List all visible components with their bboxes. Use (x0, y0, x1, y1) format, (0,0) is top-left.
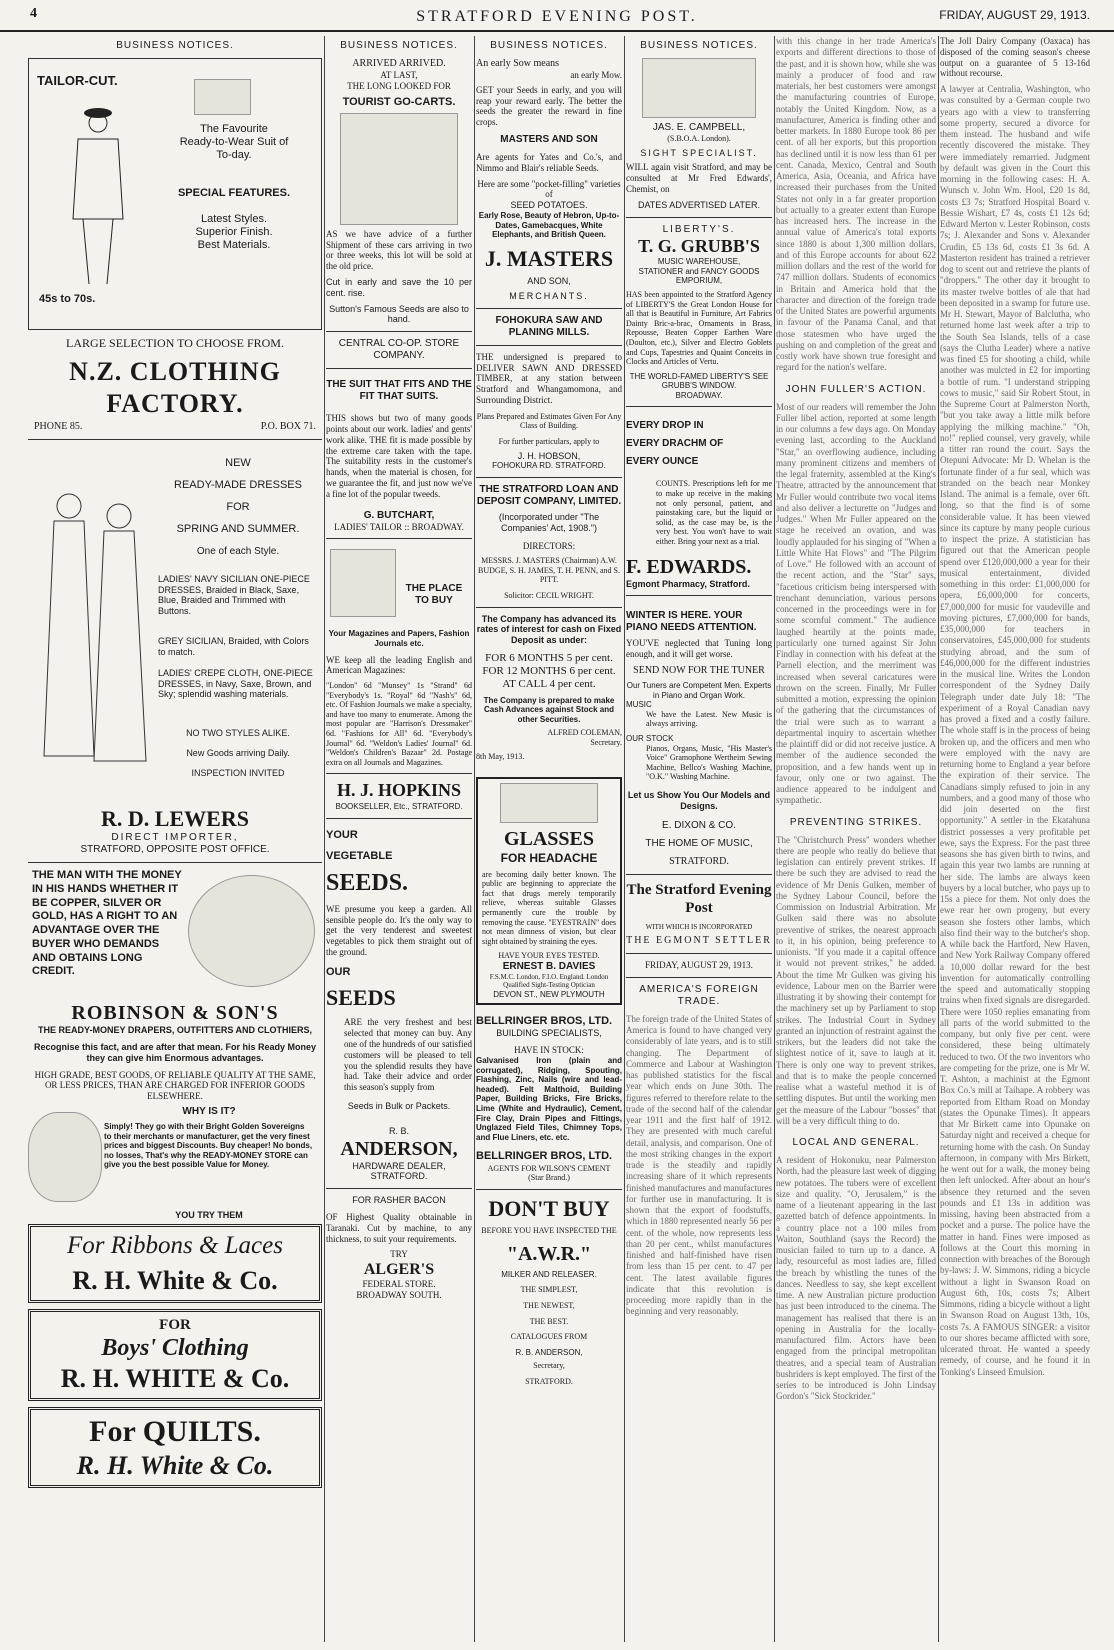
simplest: THE SIMPLEST, (520, 1285, 578, 1295)
arrived-text: ARRIVED ARRIVED. (352, 58, 446, 69)
our-stock-label: OUR STOCK (626, 734, 674, 743)
rasher-bacon: FOR RASHER BACON (352, 1195, 446, 1206)
edwards-name: F. EDWARDS. (626, 555, 752, 578)
building-specialists: BUILDING SPECIALISTS, (496, 1028, 602, 1039)
one-each-style: One of each Style. (196, 545, 280, 557)
why-is-it: WHY IS IT? (182, 1105, 236, 1117)
issue-date: FRIDAY, AUGUST 29, 1913. (939, 8, 1090, 22)
devon-street: DEVON ST., NEW PLYMOUTH (493, 989, 605, 999)
loan-company-title: THE STRATFORD LOAN AND DEPOSIT COMPANY, LIMITED. (476, 483, 622, 507)
divider (28, 439, 322, 440)
dress-figures-icon (34, 476, 154, 766)
article-text: Most of our readers will remember the John Fuller libel action, reported at some length in our columns a few days ago. On Monday evening last, according to the Auckland "Star," an overflowing audience, including many prominent citizens and members of the legal fraternity, assembled at the King's Theatre, attracted by the announcement that Mr Fuller would contribute two vocal items and also deliver a lecturette on "Judges and Judges." When Mr Fuller appeared on the stage he received an ovation, and was loudly applauded for his singing of "When a Little White Hat Flows" and "The Pilgrim of Love." He followed with an account of the recent action, and the "Star" says, "facetious criticism being interspersed with trenchant denunciation, various persons concerned in the proceedings were in for some scornful comment." The audience laughed heartily at the points made, particularly one turned against Sir John Findlay in connection with his defeat at the Parnell election, and the merriment was increased when several caricatures were thrown on the screen. Finally, Mr Fuller submitted a motion, expressing the opinion of the gathering that the circumstances of the trial were such as to warrant a departmental inquiry to ascertain whether the plaintiff did or did not receive justice. A member of the audience seconded the proposition, and a few hands went up in favour, only one or two against. The audience appeared to be indulgent and sympathetic. (776, 401, 936, 806)
freshest-text: ARE the very freshest and best selected that money can buy. Any one of the hundreds of our satisfied customers will be pleased to tell you the splendid results they have had. Take their advice and order this season's supply from (344, 1017, 472, 1093)
boys-clothing-title: Boys' Clothing (101, 1335, 249, 1362)
incorporated-under: (Incorporated under "The Companies' Act, 1908.") (498, 511, 600, 533)
plans-prepared: Plans Prepared and Estimates Given For Any Class of Building. (476, 411, 622, 431)
ready-money-drapers: THE READY-MONEY DRAPERS, OUTFITTERS AND CLOTHIERS, (37, 1025, 313, 1036)
divider (476, 1189, 622, 1190)
lewers-dresses-ad (28, 446, 322, 806)
you-try-them: YOU TRY THEM (175, 1209, 243, 1220)
no-two-styles: NO TWO STYLES ALIKE. (186, 727, 290, 738)
sovereigns-illustration (28, 1112, 102, 1202)
federal-store: FEDERAL STORE. (362, 1279, 436, 1290)
preventing-strikes-heading: PREVENTING STRIKES. (789, 816, 923, 828)
divider (28, 862, 322, 863)
grubb-name: T. G. GRUBB'S (638, 235, 760, 256)
divider (326, 1188, 472, 1189)
central-coop: CENTRAL CO-OP. STORE COMPANY. (338, 338, 460, 362)
davies-qualifications: F.S.M.C. London, F.I.O. England. London Qualified Sight-Testing Optician (489, 972, 609, 990)
sboa: (S.B.O.A. London). (667, 134, 731, 143)
divider (626, 977, 772, 978)
presume-text: WE presume you keep a garden. All sensible people do. It's the only way to get the very tenderest and sweetest vegetables to pick them straight out of the ground. (326, 903, 472, 957)
let-us-show: Let us Show You Our Models and Designs. (627, 789, 771, 811)
directors-list: MESSRS. J. MASTERS (Chairman) A.W. BUDGE, S. H. JAMES, T. H. PENN, and S. PITT. (478, 556, 620, 585)
section-title: BUSINESS NOTICES. (640, 40, 758, 51)
high-grade-text: HIGH GRADE, BEST GOODS, OF RELIABLE QUALITY AT THE SAME, OR LESS PRICES, THAN ARE CHARGED FOR INFERIOR GOODS ELSEWHERE. (34, 1069, 316, 1102)
column-3 (476, 36, 622, 1642)
john-fuller-heading: JOHN FULLER'S ACTION. (785, 383, 927, 395)
inspection-invited: INSPECTION INVITED (191, 767, 285, 778)
divider (326, 538, 472, 539)
for-label: FOR (159, 1317, 191, 1334)
further-particulars: For further particulars, apply to (498, 436, 600, 446)
americas-trade-heading: AMERICA'S FOREIGN TRADE. (639, 983, 759, 1007)
hobson-name: J. H. HOBSON, (517, 450, 581, 461)
quilts-title: For QUILTS. (89, 1415, 261, 1449)
neglected-text: YOU'VE neglected that Tuning long enough, and it will get worse. (626, 638, 772, 660)
divider (476, 308, 622, 309)
column-5 (776, 36, 936, 1642)
man-in-suit-illustration (53, 99, 143, 289)
article-text: A resident of Hokonuku, near Palmerston North, had the pleasure last week of digging new potatoes. The tubers were of excellent size and quality. "O, Jerusalem," is the name of a lieutenant appearing in the last gazetted batch of defence appointments. In a country place not a 100 miles from Waiton, Southland (says the Record) the musician failed to turn up to a dance. A lady, resourceful as most ladies are, filled the breach by whistling the tunes of the dances. Needless to say, she kept excellent time. A new Australian picture production has just been introduced to the cinema. The management has realised that there is an opening in Australia for the locally-manufactured film. Actors have been engaged from the principal metropolitan theatres, and a special team of Australian bushriders is kept employed. The first of the series to be introduced is John Lindsay Gordon's "Sick Stockrider." (776, 1155, 936, 1402)
robinson-name: ROBINSON & SON'S (71, 1002, 279, 1025)
robinson-ad-top (28, 869, 322, 1001)
latest-music: We have the Latest. New Music is always arriving. (646, 709, 772, 729)
fohokura-body: THE undersigned is prepared to DELIVER SAWN AND DRESSED TIMBER, at any station between Stratford and Whangamomona, and Surrounding District. (476, 351, 622, 405)
glasses-title: GLASSES (503, 828, 595, 851)
vegetable-label: VEGETABLE (326, 849, 393, 862)
divider (476, 477, 622, 478)
hopkins-bookseller: BOOKSELLER, Etc., STRATFORD. (335, 802, 463, 812)
liberty-title: LIBERTY'S. (662, 223, 736, 235)
bellringer-title: BELLRINGER BROS, LTD. (476, 1015, 613, 1028)
rate-at-call: AT CALL 4 per cent. (502, 678, 596, 691)
dress-item-2: GREY SICILIAN, Braided, with Colors to match. (158, 635, 309, 657)
dixon-name: E. DIXON & CO. (662, 819, 736, 831)
article-text: The foreign trade of the United States of America is found to have changed very considerably of late years, and is to still changing. The Department of Commerce and Labour at Washington has published statistics for the fiscal year which ends on June 30th. The figures referred to therefore relate to the trade of the second half of the calendar year 1911 and the first half of 1912. They are presented with much careful detail, analysis, and comparison. One of the most striking changes in the export trade is the steadily and rapidly increasing share of it which represents finished manufactures and manufactures for further use in manufacturing. It is shown that the export of foodstuffs, which in 1880 represented nearly 56 per cent. of the whole, now represents less than 20 per cent., whilst manufactures finished and half-finished have risen from less than 15 per cent. to 47 per cent. The latest available figures indicate that this revolution is proceeding more rapidly than in the beginning and very reasonably. (626, 1013, 772, 1317)
cash-advances: The Company is prepared to make Cash Advances against Stock and other Securities. (483, 695, 615, 724)
counts-text: COUNTS. Prescriptions left for me to make up receive in the making not only personal, patient, and painstaking care, but the liquid or solid, as the case may be, is the very best. You won't have to wait either. Bring your next as a trial. (656, 479, 772, 547)
dates-advertised: DATES ADVERTISED LATER. (637, 199, 761, 210)
magazines-list: "London" 6d "Munsey" 1s "Strand" 6d "Everybody's 1s. "Royal" 6d "Nash's" 6d, etc. Of Fashion Journals we make a specialty, and have too many to enumerate. Among the most popular are "Harrison's Dressmaker" 6d. "Fashions for All" 6d. "Everybody's Journal" 6d. "Weldon's Ladies' Journal" 6d. "Weldon's Children's Bazaar" 2d. Postage extra on all Journals and Magazines. (326, 681, 472, 767)
seeds-heading-2: SEEDS (326, 984, 396, 1010)
star-brand: (Star Brand.) (528, 1173, 570, 1183)
grubb-broadway: BROADWAY. (675, 390, 723, 400)
pocket-filling: Here are some "pocket-filling" varieties of (477, 178, 621, 200)
man-in-suit-icon (53, 99, 143, 289)
contact-row (28, 421, 322, 433)
highest-quality: OF Highest Quality obtainable in Taranaki. Cut by machine, to any thickness, to suit your requirements. (326, 1211, 472, 1244)
rate-twelve-months: FOR 12 MONTHS 6 per cent. (482, 665, 616, 678)
features-list: Latest Styles. Superior Finish. Best Materials. (195, 213, 273, 252)
money-heading: THE MAN WITH THE MONEY IN HIS HANDS WHETHER IT BE COPPER, SILVER OR GOLD, HAS A RIGHT TO AN ADVANTAGE OVER THE BUYER WHO DEMANDS AND OBTAINS LONG CREDIT. (32, 869, 182, 978)
awr-stratford: STRATFORD. (525, 1376, 573, 1386)
column-1 (28, 36, 322, 1642)
rh-white-ribbons-ad (28, 1224, 322, 1303)
paper-nameplate: The Stratford Evening Post (626, 881, 772, 916)
divider (326, 773, 472, 774)
best: THE BEST. (529, 1316, 569, 1326)
column-rule (938, 36, 939, 1642)
will-visit: WILL again visit Stratford, and may be consulted at Mr Fred Edwards', Chemist, on (626, 162, 772, 194)
divider (326, 331, 472, 332)
awr-title: "A.W.R." (506, 1242, 592, 1265)
ladies-dresses-illustration (34, 476, 154, 766)
egmont-pharmacy: Egmont Pharmacy, Stratford. (626, 578, 750, 589)
hands-with-coins-illustration (188, 875, 315, 987)
suttons-seeds: Sutton's Famous Seeds are also to hand. (329, 303, 469, 325)
recognise-text: Recognise this fact, and are after that mean. For his Ready Money they can give him Enormous advantages. (33, 1041, 317, 1063)
anderson-secretary: Secretary, (533, 1361, 565, 1371)
po-box: P.O. BOX 71. (260, 420, 316, 432)
anderson-stratford: STRATFORD. (370, 1171, 428, 1182)
milker-releaser: MILKER AND RELEASER. (501, 1269, 597, 1279)
tailor-cut-title: TAILOR-CUT. (37, 73, 118, 88)
eye-specialist-illustration (642, 58, 756, 118)
rb-initials: R. B. (388, 1125, 409, 1136)
your-label: YOUR (326, 828, 358, 841)
suit-body: THIS shows but two of many goods points about our work. ladies' and gents' work alike. THE fit is made possible by the extreme care taken with the tape. The suitability rests in the customer's hands, when the material is chosen, for we guarantee the fit, and just now we've a fine lot of the popular tweeds. (326, 413, 472, 499)
stock-items: Pianos, Organs, Music, "His Master's Voice" Gramophone Wertheim Sewing Machine, Bellco's Washing Machine, "O.K." Washing Machine. (646, 743, 772, 782)
stationer-emporium: STATIONER and FANCY GOODS EMPORIUM, (638, 266, 760, 286)
robinson-ad-bottom (28, 1106, 322, 1224)
and-son: AND SON, (527, 276, 571, 287)
magazines-illustration (330, 549, 396, 617)
keep-all: WE keep all the leading English and American Magazines: (326, 654, 472, 676)
joll-dairy-para: The Joll Dairy Company (Oaxaca) has disposed of the coming season's cheese output on a guarantee of 5 13-16d without recourse. (940, 36, 1090, 79)
potato-varieties: Early Rose, Beauty of Hebron, Up-to-Dates, Gamebacques, White Elephants, and British Queen. (478, 210, 620, 240)
ribbons-laces-title: For Ribbons & Laces (67, 1231, 283, 1259)
rb-anderson: R. B. ANDERSON, (515, 1347, 583, 1357)
column-2 (326, 36, 472, 1642)
divider (626, 595, 772, 596)
divider (626, 406, 772, 407)
shipment-text: AS we have advice of a further Shipment of these cars arriving in two or three weeks, this lot will be sold at the old price. (326, 228, 472, 272)
seeds-heading: SEEDS. (326, 870, 409, 897)
go-cart-illustration (340, 113, 458, 225)
favourite-text: The Favourite Ready-to-Wear Suit of To-day. (179, 123, 289, 162)
j-masters-name: J. MASTERS (484, 245, 614, 271)
coleman-secretary: Secretary. (590, 737, 622, 747)
solicitor: Solicitor: CECIL WRIGHT. (504, 591, 594, 601)
rh-white-boys-ad (28, 1309, 322, 1401)
divider (626, 874, 772, 875)
section-title: BUSINESS NOTICES. (490, 40, 608, 51)
butchart-name: G. BUTCHART, (363, 509, 435, 521)
cut-in-early: Cut in early and save the 10 per cent. rise. (326, 276, 472, 298)
suit-that-fits: THE SUIT THAT FITS AND THE FIT THAT SUITS. (326, 379, 472, 403)
every-drop: EVERY DROP IN EVERY DRACHM OF EVERY OUNCE (626, 420, 724, 468)
glasses-ad (476, 777, 622, 1005)
agents-text: Are agents for Yates and Co.'s, and Nimmo and Blair's reliable Seeds. (476, 151, 622, 173)
rh-white-name-3: R. H. White & Co. (76, 1451, 274, 1481)
early-mow: an early Mow. (570, 70, 622, 80)
rh-white-quilts-ad (28, 1407, 322, 1488)
at-last: AT LAST, (380, 70, 418, 80)
newest: THE NEWEST, (523, 1300, 575, 1310)
seeds-in-bulk: Seeds in Bulk or Packets. (347, 1100, 451, 1111)
campbell-name: JAS. E. CAMPBELL, (652, 122, 746, 133)
winter-heading: WINTER IS HERE. YOUR PIANO NEEDS ATTENTION. (626, 610, 757, 634)
egmont-settler: THE EGMONT SETTLER (626, 934, 772, 946)
masters-and-son: MASTERS AND SON (500, 133, 598, 145)
alger-name: ALGER'S (363, 1261, 435, 1279)
seed-potatoes: SEED POTATOES. (510, 200, 588, 211)
music-label: MUSIC (626, 700, 652, 710)
merchants: MERCHANTS. (509, 290, 589, 301)
for-headache: FOR HEADACHE (500, 851, 598, 866)
phone-number: PHONE 85. (34, 420, 83, 432)
hardware-dealer: HARDWARE DEALER, (352, 1160, 446, 1171)
divider (476, 345, 622, 346)
direct-importer: DIRECT IMPORTER, (111, 832, 239, 844)
place-to-buy-ad (326, 545, 472, 629)
masthead (0, 0, 1114, 32)
tuners-text: Our Tuners are Competent Men. Experts in Piano and Organ Work. (626, 681, 772, 700)
column-rule (624, 36, 625, 1642)
have-in-stock: HAVE IN STOCK: (514, 1045, 584, 1056)
dont-buy: DON'T BUY (488, 1195, 610, 1221)
section-title: BUSINESS NOTICES. (340, 40, 458, 51)
try-label: TRY (390, 1249, 408, 1260)
column-4 (626, 36, 772, 1642)
coleman-name: ALFRED COLEMAN, (547, 728, 622, 738)
leader-date: FRIDAY, AUGUST 29, 1913. (645, 959, 753, 970)
magazines-fashion: Your Magazines and Papers, Fashion Journals etc. (328, 629, 470, 648)
early-sow: An early Sow means (476, 58, 560, 69)
divider (626, 953, 772, 954)
divider (326, 368, 472, 369)
lewers-name: R. D. LEWERS (101, 805, 249, 831)
advanced-rates: The Company has advanced its rates of interest for cash on Fixed Deposit as under: (476, 613, 622, 646)
glasses-body: are becoming daily better known. The public are beginning to appreciate the fact that drugs merely temporarily relieve, whereas suitable Glasses permanently cure the trouble by removing the cause. "EYESTRAIN" does not mean dimness of vision, but clear sight obtained by straining the eyes. (482, 869, 616, 946)
dresses-heading: NEW READY-MADE DRESSES FOR SPRING AND SUMMER. (174, 456, 302, 535)
send-for-tuner: SEND NOW FOR THE TUNER (633, 665, 765, 677)
dress-item-1: LADIES' NAVY SICILIAN ONE-PIECE DRESSES, Braided in Black, Saxe, Blue, Braided and Trimmed with Buttons. (158, 573, 310, 617)
column-6 (940, 36, 1090, 1642)
catalogues-from: CATALOGUES FROM (510, 1332, 588, 1342)
home-of-music: THE HOME OF MUSIC, (645, 837, 753, 849)
page-number: 4 (30, 6, 37, 21)
bellringer-title-2: BELLRINGER BROS, LTD. (476, 1150, 613, 1163)
rate-six-months: FOR 6 MONTHS 5 per cent. (485, 652, 613, 665)
date-may: 8th May, 1913. (476, 751, 525, 761)
with-which-incorporated: WITH WHICH IS INCORPORATED (645, 922, 753, 931)
fohokura-mills: FOHOKURA SAW AND PLANING MILLS. (495, 314, 603, 338)
simply-text: Simply! They go with their Bright Golden Sovereigns to their merchants or manufacturer, get the very finest prices and biggest Discounts. Buy cheaper! No bonds, no losses, That's why the READY-MONEY STORE can give you the best possible Value for Money. (104, 1121, 313, 1170)
music-warehouse: MUSIC WAREHOUSE, (657, 257, 741, 267)
column-rule (474, 36, 475, 1642)
fohokura-road: FOHOKURA RD. STRATFORD. (492, 461, 606, 471)
large-selection-text: LARGE SELECTION TO CHOOSE FROM. (66, 336, 284, 350)
column-rule (774, 36, 775, 1642)
directors-label: DIRECTORS: (522, 541, 576, 552)
tourist-go-carts: TOURIST GO-CARTS. (342, 95, 456, 108)
eyes-tested: HAVE YOUR EYES TESTED. (498, 951, 600, 961)
dixon-stratford: STRATFORD. (669, 855, 729, 867)
before-inspected: BEFORE YOU HAVE INSPECTED THE (481, 1226, 617, 1236)
broadway-south: BROADWAY SOUTH. (356, 1290, 442, 1301)
place-to-buy: THE PLACE TO BUY (405, 583, 463, 607)
spectacles-illustration (500, 783, 598, 823)
article-text: A lawyer at Centralia, Washington, who was consulted by a German couple two years ago with a view to transferring some property, secured a divorce for them instead. The husband and wife recently discovered the mistake. They were immediately remarried. Judgment by default was given in the Court this morning in the following cases: H. A. Wunsch v. John Wm. Hool, £20 1s 8d, costs £3 7s; Stratford Hospital Board v. Bessie Wishart, £7 4s, costs £1 12s 6d; Edward Merton v. Lester Robinson, costs 7s; J. Alexander and Sons v. Alexander Crudin, £5 13s 6d, costs £1 3s 6d. A Masterton resident has trained a retriever dog to scent out and retrieve the plants of "droppers." The other day it brought to its master twelve bottles of ale that had been deposited in a swamp for future use. Mr H. Stewart, Mayor of Balclutha, who returned home last week after a trip to the South Sea Islands, tells of a case (says the Clutha Leader) where a native was fined £5 for shooting a child, while another was mulcted in £2 for importing a bottle of rum. "I understand stripping cows to music," said Sir Robert Stout, in the Supreme Court at Palmerston North, "but you take away a little milk before applying the milking machine." "Oh, no!" replied counsel, very gravely, while a titter ran round the court. Says the Otepuni Advocate: Mr D. Whelan is the fortunate finder of a fur seal, which was stranded on the beach near Monkey Island. The animal is a female, over 6ft. long, so that the find is of some considerable value. It has been viewed since its capture by many people curious to inspect the prize. A statistician has figured out that the American people spend over £120,000,000 a year for their musical entertainment, divided something in this order: £1,000,000 for opera, £6,000,000 for concerts, £7,000,000 for music for vaudeville and moving pictures, £7,000,000 for bands, £35,000,000 for teachers in conservatoires, £45,000,000 for students studying abroad, and the sum of £46,000,000 for the different industries in the musical line. Writes the London correspondent of the Sydney Daily Telegraph under date July 18: "The experiment of a Royal Canadian navy has proved a fixed and a costly failure. The whole staff is in the process of being broken up, and the officers and men who were employed with the navy are returning home to England a year before the expiration of their service. The Canadians simply refused to join in any numbers, and a good many of those who did join deserted on the first opportunity." A settler in the Ekatahuna district possesses a very profitable pet ewe, says the Express. For the past three seasons she has given birth to twins, and again this year two lambs are running at her side. The lambs are always keen buyers by a local butcher, who pays up to 15s a piece for them. Not only does the ewe rear her own progeny, but every season she fosters other lambs, which also find their way to the butcher's shop. A while back the Hartford, New Haven, and New York Railway Company offered a 10,000 dollar reward for the best invention for automatically controlling the speed and automatically stopping trains when fixed signals are disregarded. There were 1050 replies emanating from all parts of the world submitted to the company, but only five per cent. were considered, these being ultimately reduced to two. Of the two inventors who are competing for the prize, one is Mr W. T. Ashton, a machinist at the Egmont Box Co.'s mill at Taihape. A robbery was reported from Eltham Road on Monday (states the Opunake Times). It appears that Mr Birkett came into Opunake on Saturday night and received a cheque for returning home with the cash. On Sunday afternoon, in company with Mrs Birkett, he went out for a walk, the money being then left unlocked. After about an hour's absence they returned and the seven pounds and £1 13s in addition was missing, having been abstracted from a pocket and a purse. The police have the matter in hand. Fines were imposed as follows at the Court this morning in connection with breaches of the Borough by-laws: J. W. Simmons, riding a bicycle without a light in Swanson Road on August 6th, 10s, costs 7s; Albert Simmons, riding a bicycle without a light in Swanson Road on August 13th, 10s, costs 7s. A FAMOUS SINGER: a visitor to our shores became afflicted with sore, ulcerated throat. He wanted a speedy remedy, of course, and he found it in Tonking's Linseed Emulsion. (940, 84, 1090, 1377)
rh-white-name-2: R. H. WHITE & Co. (60, 1363, 290, 1393)
divider (326, 818, 472, 819)
world-famed: THE WORLD-FAMED LIBERTY'S SEE GRUBB'S WINDOW. (629, 371, 769, 391)
column-rule (324, 36, 325, 1642)
section-title: BUSINESS NOTICES. (116, 40, 234, 51)
our-label: OUR (326, 965, 351, 978)
newspaper-title: STRATFORD EVENING POST. (416, 8, 698, 25)
agents-cement: AGENTS FOR WILSON'S CEMENT (487, 1163, 611, 1173)
divider (626, 217, 772, 218)
special-features-title: SPECIAL FEATURES. (177, 187, 291, 199)
local-general-heading: LOCAL AND GENERAL. (792, 1137, 920, 1148)
article-text: with this change in her trade America's exports and different directions to those of the past, and it is shown how, while she was mainly a producer of food and raw materials, her best customers were amongst the manufacturing countries of Europe, notably the United Kingdom. Now, as a manufacturer, America is finding other and better markets. In 1880 Europe took 86 per cent. of all her exports, but this proportion has declined until it is now less than 61 per cent. Canada, Mexico, Central and South America, Asia, Oceania, and Africa have increased their purchases from the United States not only in a far greater proportion but actually to a greater extent than Europe has increased hers. The increase in the annual value of America's total exports since 1880 is about 1,300 million dollars, and of this Europe accounts for about 622 million dollars and the rest of the world for 747 million dollars. Students of economics in Britain and America hold that the character and direction of the foreign trade of the United States are powerful arguments in favour of the Panama Canal, and that those statesmen who have urged the pushing on and completion of the great and costly work have shown true foresight and regard for the nation's welfare. (776, 36, 936, 373)
get-seeds: GET your Seeds in early, and you will reap your reward early. The better the seeds the greater the reward in fine crops. (476, 84, 622, 128)
anderson-name: ANDERSON, (340, 1137, 458, 1160)
hopkins-name: H. J. HOPKINS (336, 780, 461, 801)
price-range: 45s to 70s. (39, 293, 96, 305)
dress-item-3: LADIES' CREPE CLOTH, ONE-PIECE DRESSES, in Navy, Saxe, Brown, and Sky; splendid washing materials. (158, 667, 313, 700)
ladies-tailor: LADIES' TAILOR :: BROADWAY. (334, 521, 464, 532)
divider (476, 607, 622, 608)
nz-clothing-factory-name: N.Z. CLOTHING FACTORY. (69, 357, 281, 418)
stock-list: Galvanised Iron (plain and corrugated), Ridging, Spouting, Flashing, Zinc, Nails (wire and lead-headed). Felt Malthoid, Building Paper, Building Bricks, Fire Bricks, Lime (White and Hydraulic), Cement, Fire Clay, Drain Pipes and Fittings, Unglazed Field Tiles, Chimney Tops, and Flue Liners, etc. etc. (476, 1056, 622, 1142)
sight-specialist: SIGHT SPECIALIST. (640, 147, 758, 158)
new-goods-arriving: New Goods arriving Daily. (186, 747, 290, 758)
rh-white-name-1: R. H. White & Co. (72, 1265, 278, 1295)
liberty-body: HAS been appointed to the Stratford Agency of LIBERTY'S the Great London House for all that is Beautiful in Furniture, Art Fabrics Dainty Bric-a-brac, Ornaments in Brass, Repousse, Beaten Copper Earthen Ware (Doulton, etc.), Silver and Electro Goblets and Cups, Tapestries and Quaint Conceits in Clocks and Articles of Vertu. (626, 289, 772, 367)
article-text: The "Christchurch Press" wonders whether there are people who really do believe that legislation can entirely prevent strikes. If there be such they are advised to read the evidence of Mr Denis Gulken, member of the Sydney Labour Council, before the Commission on Industrial Arbitration. Mr Gulken said there was no absolute preventive of strikes, the nearest approach to it, in his opinion, being preference to unionists. "If you made it a capital offence it would not prevent strikes," he added. About the time Mr Gulken was giving his evidence, Labour men on the Barrier were illustrating it by showing their contempt for the machinery set up by Parliament to stop strikes. The Industrial Court in Sydney granted an injunction of restraint against the strikers, but the leaders did not take the slightest notice of it, save to laugh at it. There is only one way to prevent strikes, and that is to make the people concerned realise what a wasteful method it is of settling disputes. But until the working men get the measure of the Labour "bosses" that will be a very difficult thing to do. (776, 834, 936, 1126)
lewers-address: STRATFORD, OPPOSITE POST OFFICE. (80, 844, 270, 856)
davies-name: ERNEST B. DAVIES (502, 960, 596, 972)
long-looked-for: THE LONG LOOKED FOR (347, 80, 451, 91)
nz-clothing-ad (28, 58, 322, 330)
clothing-factory-logo (194, 79, 251, 115)
